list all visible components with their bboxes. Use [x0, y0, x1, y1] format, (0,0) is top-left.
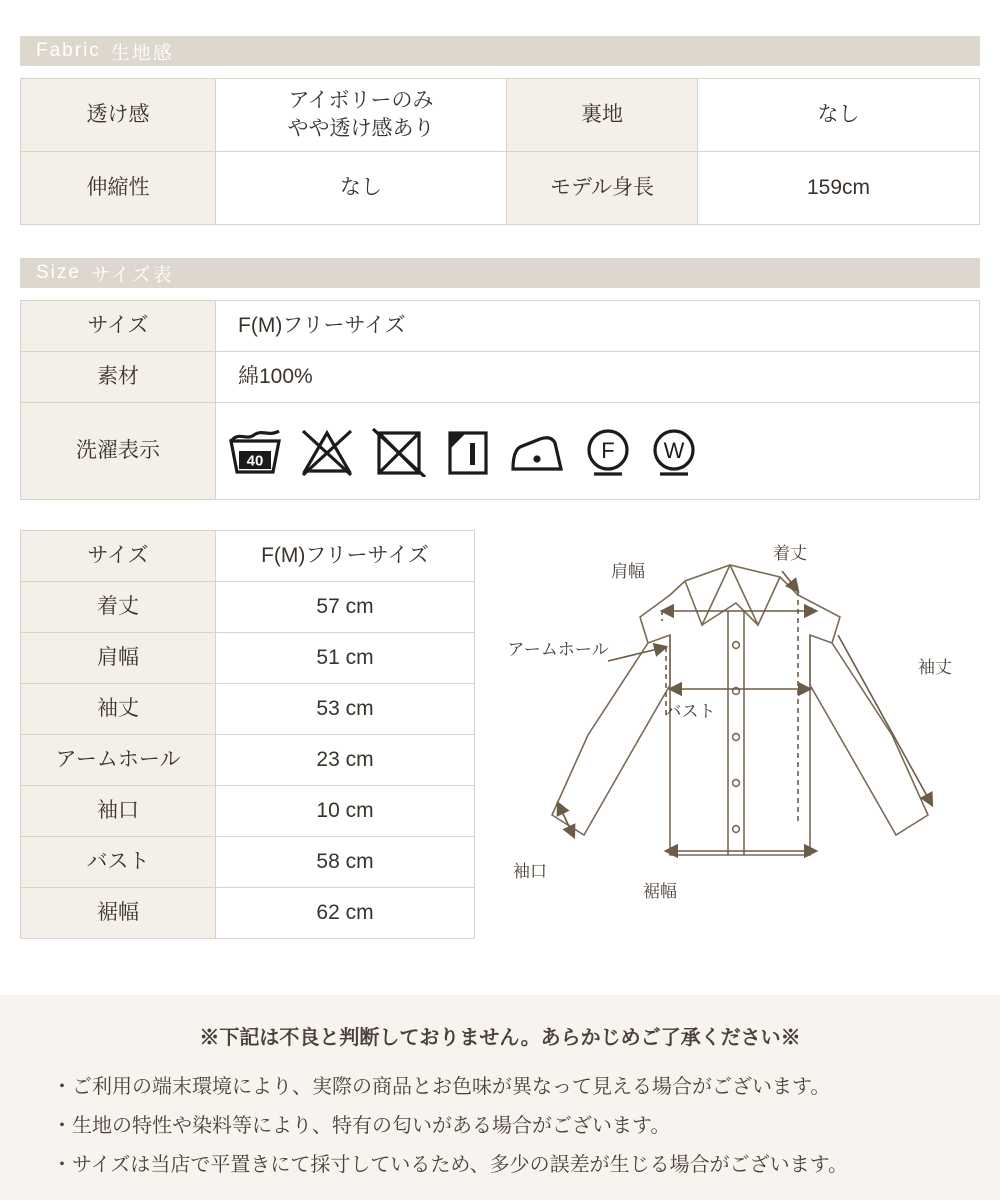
measurements-table: [20, 530, 475, 939]
meas-value-length: 57 cm: [216, 582, 475, 633]
table-row: [21, 837, 475, 888]
fabric-label-sheerness: 透け感: [21, 79, 216, 152]
fabric-value-sheerness-line2: やや透け感あり: [287, 117, 435, 140]
table-row: [21, 79, 980, 152]
size-info-table: [20, 300, 980, 500]
size-label-wash: 洗濯表示: [21, 403, 216, 500]
wash-icon-row: [226, 425, 978, 477]
wash-tub-40-icon: [226, 425, 284, 477]
svg-text:W: W: [663, 438, 685, 463]
label-kitake: 着丈: [773, 544, 807, 563]
table-row: [21, 888, 475, 939]
meas-header-label: サイズ: [21, 531, 216, 582]
no-tumble-dry-icon: [370, 425, 428, 477]
meas-label-cuff: 袖口: [21, 786, 216, 837]
fabric-value-lining: なし: [698, 79, 980, 152]
table-row: [21, 152, 980, 225]
list-item: ・生地の特性や染料等により、特有の匂いがある場合がございます。: [52, 1115, 671, 1137]
table-row: [21, 531, 475, 582]
meas-value-shoulder: 51 cm: [216, 633, 475, 684]
notice-title: ※下記は不良と判断しておりません。あらかじめご了承ください※: [199, 1027, 801, 1049]
svg-text:F: F: [601, 438, 615, 463]
fabric-value-sheerness: [216, 79, 507, 152]
iron-low-icon: [506, 425, 568, 477]
table-row: [21, 352, 980, 403]
table-row: [21, 582, 475, 633]
wash-care-cell: [216, 403, 980, 500]
meas-label-shoulder: 肩幅: [21, 633, 216, 684]
size-label-material: 素材: [21, 352, 216, 403]
fabric-label-model-height: モデル身長: [507, 152, 698, 225]
meas-header-value: F(M)フリーサイズ: [216, 531, 475, 582]
table-row: [21, 786, 475, 837]
section-header-size: [20, 258, 980, 288]
fabric-label-stretch: 伸縮性: [21, 152, 216, 225]
table-row: [21, 735, 475, 786]
dry-clean-f-icon: [582, 425, 634, 477]
size-value-size: F(M)フリーサイズ: [216, 301, 980, 352]
fabric-value-model-height: 159cm: [698, 152, 980, 225]
size-label-size: サイズ: [21, 301, 216, 352]
garment-diagram: [480, 525, 990, 935]
fabric-table: [20, 78, 980, 225]
meas-value-sleeve: 53 cm: [216, 684, 475, 735]
label-susohaba: 裾幅: [643, 882, 677, 901]
table-row: [21, 301, 980, 352]
meas-value-bust: 58 cm: [216, 837, 475, 888]
section-header-fabric: [20, 36, 980, 66]
notice-list: [0, 1068, 1000, 1185]
table-row: [21, 633, 475, 684]
table-row: [21, 684, 475, 735]
meas-label-armhole: アームホール: [21, 735, 216, 786]
wet-clean-w-icon: [648, 425, 700, 477]
meas-value-cuff: 10 cm: [216, 786, 475, 837]
meas-label-hem: 裾幅: [21, 888, 216, 939]
table-row: [21, 403, 980, 500]
label-sodetake: 袖丈: [918, 658, 952, 677]
drip-dry-in-shade-icon: [442, 425, 492, 477]
fabric-value-sheerness-line1: アイボリーのみ: [288, 88, 434, 112]
meas-label-bust: バスト: [21, 837, 216, 888]
meas-value-armhole: 23 cm: [216, 735, 475, 786]
measure-labels: [507, 544, 952, 901]
fabric-value-stretch: なし: [216, 152, 507, 225]
fabric-label-lining: 裏地: [507, 79, 698, 152]
label-katahaba: 肩幅: [611, 562, 645, 581]
list-item: ・サイズは当店で平置きにて採寸しているため、多少の誤差が生じる場合がございます。: [52, 1154, 848, 1176]
section-header-fabric-en: Fabric: [36, 40, 101, 61]
meas-label-sleeve: 袖丈: [21, 684, 216, 735]
no-bleach-icon: [298, 425, 356, 477]
meas-value-hem: 62 cm: [216, 888, 475, 939]
list-item: ・ご利用の端末環境により、実際の商品とお色味が異なって見える場合がございます。: [52, 1076, 831, 1098]
label-sodeguchi: 袖口: [513, 862, 547, 881]
meas-label-length: 着丈: [21, 582, 216, 633]
size-value-material: 綿100%: [216, 352, 980, 403]
section-header-size-en: Size: [36, 262, 81, 283]
section-header-fabric-jp: 生地感: [110, 42, 174, 64]
label-armhole: アームホール: [507, 640, 609, 659]
section-header-size-jp: サイズ表: [90, 264, 174, 286]
label-bust: バスト: [664, 702, 716, 721]
svg-text:40: 40: [246, 452, 264, 470]
shirt-outline: [552, 565, 928, 855]
notice-block: [0, 995, 1000, 1200]
